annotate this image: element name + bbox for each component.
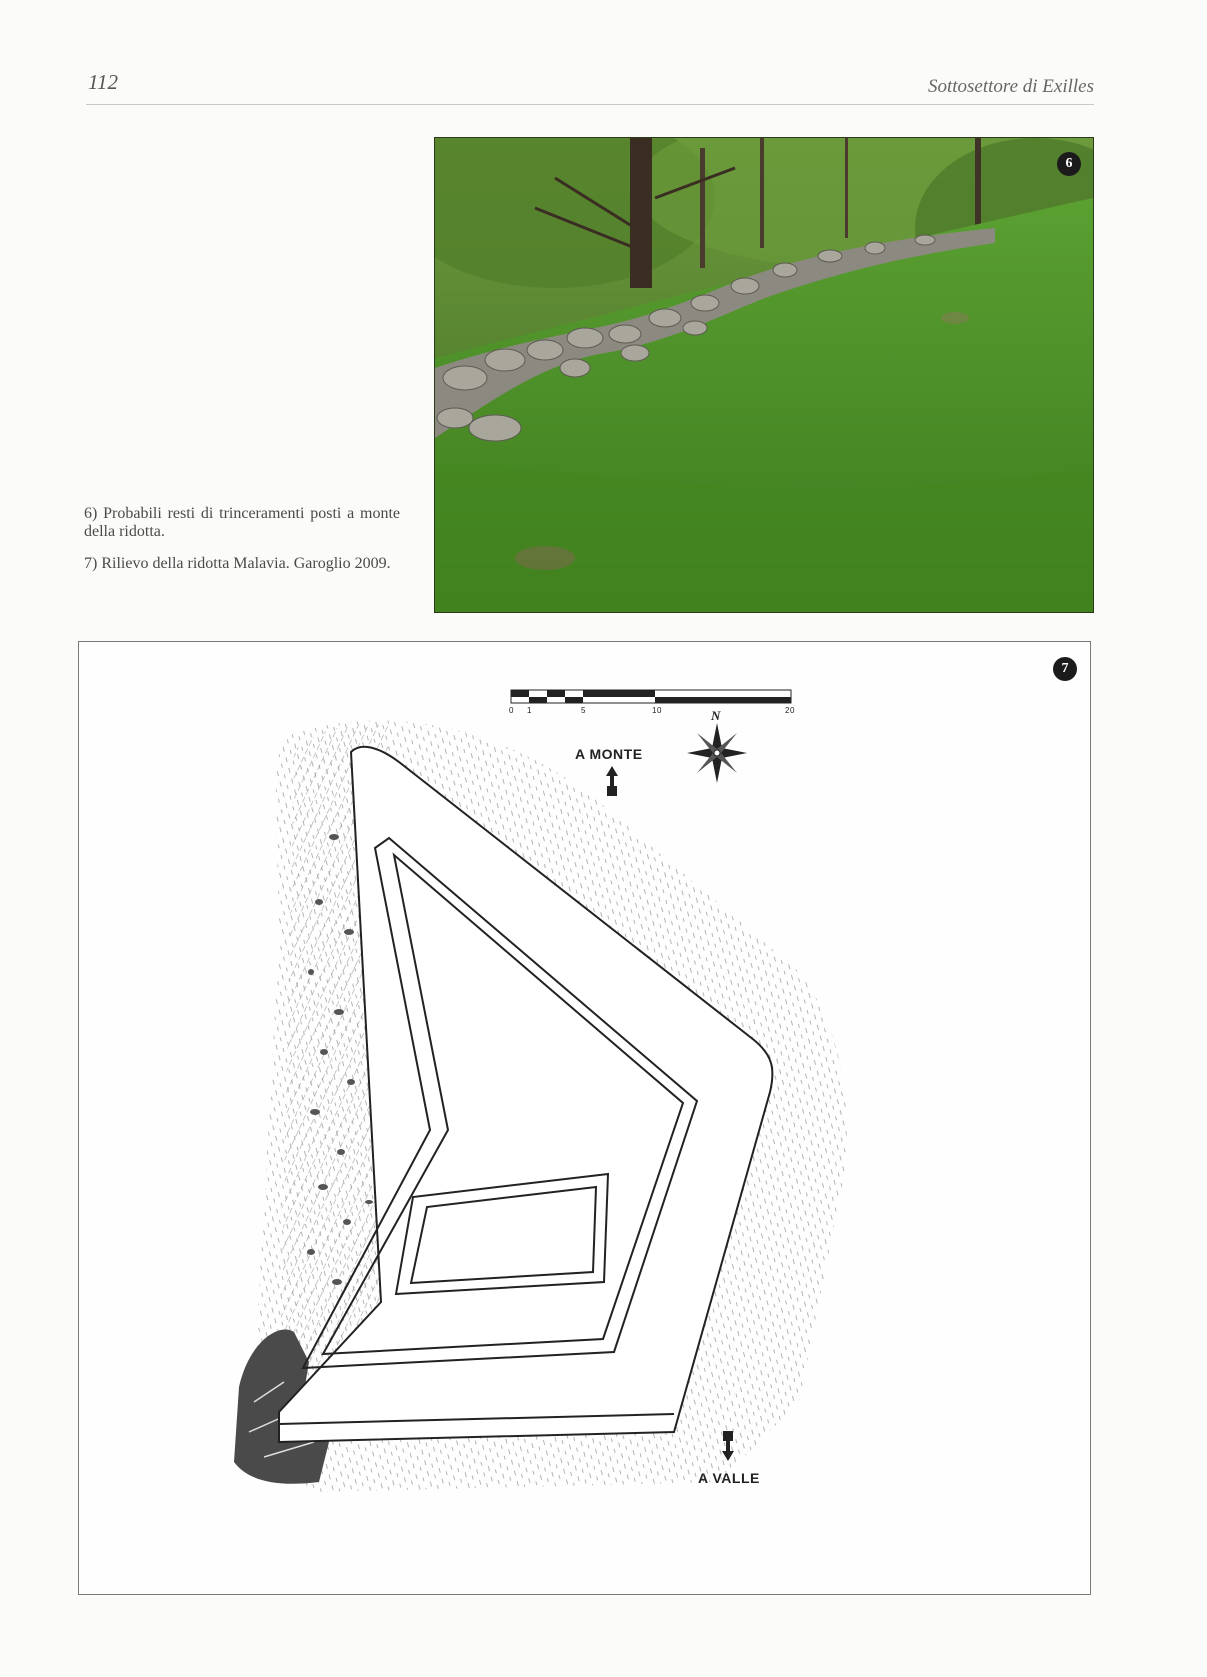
scale-tick-5: 5	[581, 706, 586, 715]
caption-figure-6: 6) Probabili resti di trinceramenti posti a monte della ridotta.	[84, 505, 400, 540]
figure-7-badge: 7	[1053, 657, 1077, 681]
plan-drawing	[79, 642, 1090, 1594]
figure-7-plan	[78, 641, 1091, 1595]
scale-bar	[511, 690, 791, 703]
header-rule	[86, 104, 1094, 105]
figure-6-photo	[434, 137, 1094, 613]
a-valle-label: A VALLE	[698, 1470, 760, 1486]
arrow-up-icon	[606, 766, 618, 796]
a-monte-label: A MONTE	[575, 746, 643, 762]
running-head: Sottosettore di Exilles	[927, 76, 1094, 97]
caption-figure-7: 7) Rilievo della ridotta Malavia. Garoglio 2009.	[84, 555, 391, 572]
page-number: 112	[88, 70, 118, 94]
north-label: N	[711, 708, 721, 723]
tree-trunk	[630, 138, 652, 288]
photo-illustration	[435, 138, 1093, 612]
scale-tick-1: 1	[527, 706, 532, 715]
scale-tick-0: 0	[509, 706, 514, 715]
compass-rose-icon	[687, 723, 747, 783]
scale-tick-20: 20	[785, 706, 795, 715]
figure-6-badge: 6	[1057, 152, 1081, 176]
caption-column	[84, 505, 400, 587]
scale-tick-10: 10	[652, 706, 662, 715]
